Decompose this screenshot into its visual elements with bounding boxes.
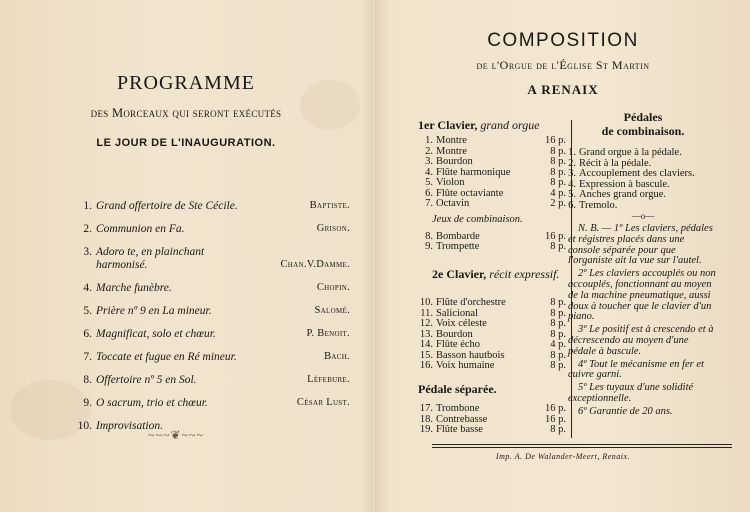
stop-number: 1. (425, 135, 433, 146)
stop-name: Basson hautbois (436, 349, 505, 361)
stop-number: 9. (425, 241, 433, 252)
separator: —o— (631, 211, 655, 221)
item-title: Magnificat, solo et chœur. (96, 328, 216, 340)
item-number: 6. (83, 328, 92, 340)
pedale-heading: Pédale séparée. (418, 382, 497, 396)
item-number: 8. (83, 374, 92, 386)
stop-row (418, 199, 566, 210)
bottom-rule (432, 447, 732, 448)
item-composer: Salomé. (314, 305, 350, 316)
stop-pitch: 8 p. (550, 166, 566, 178)
combinaison-number: 6. (568, 199, 576, 211)
nb-paragraph: 5º Les tuyaux d'une solidité exceptionnelle. (568, 382, 694, 404)
pedale-section (418, 382, 566, 436)
item-composer: César Lust. (296, 397, 350, 408)
pedales-combinaison-section (568, 110, 718, 221)
clavier-2-heading (418, 268, 566, 298)
combinaison-name: Expression à bascule. (579, 178, 670, 190)
item-title: Marche funèbre. (96, 282, 172, 294)
stop-name: Trombone (436, 403, 480, 414)
stop-number: 3. (425, 156, 433, 167)
stop-pitch: 16 p. (545, 135, 566, 146)
item-title: Offertoire nº 5 en Sol. (96, 374, 197, 386)
stop-name: Montre (436, 145, 467, 157)
stop-pitch: 16 p. (545, 403, 566, 414)
stop-pitch: 2 p. (550, 198, 566, 209)
stop-pitch: 8 p. (550, 145, 566, 157)
list-item (70, 420, 350, 443)
stop-row (418, 157, 566, 168)
item-number: 5. (83, 305, 92, 317)
item-title: Grand offertoire de Ste Cécile. (96, 200, 238, 212)
item-number: 1. (83, 200, 92, 212)
list-item (70, 328, 350, 351)
stop-pitch: 8 p. (550, 328, 566, 340)
stop-name: Flûte harmonique (436, 166, 511, 178)
combinaison-number: 3. (568, 168, 576, 179)
combinaison-name: Récit à la pédale. (579, 157, 652, 169)
stop-row (418, 242, 566, 253)
list-item (70, 397, 350, 420)
stop-name: Flûte écho (436, 339, 481, 350)
item-composer: Grison. (316, 223, 350, 234)
nb-paragraph: 2º Les claviers accouplés ou non accouplés, fonctionnant au moyen de la machine pneumatique, aussi doux à toucher que le clavier d'un piano. (568, 268, 716, 323)
combinaison-number: 5. (568, 189, 576, 200)
stop-name: Bourdon (436, 328, 473, 340)
stop-pitch: 4 p. (550, 187, 566, 199)
stop-pitch: 8 p. (550, 177, 566, 188)
nb-paragraph: 6º Garantie de 20 ans. (578, 405, 673, 417)
stop-number: 18. (419, 413, 433, 425)
stop-pitch: 4 p. (550, 339, 566, 350)
stop-pitch: 16 p. (545, 413, 566, 425)
stop-name: Voix humaine (436, 360, 495, 371)
combinaison-row (568, 201, 718, 212)
stop-number: 17. (419, 403, 433, 414)
list-item (70, 374, 350, 397)
item-title: Communion en Fa. (96, 223, 185, 235)
list-item (70, 282, 350, 305)
stop-name: Bombarde (436, 230, 480, 242)
item-composer: P. Benoit. (306, 328, 350, 339)
nb-paragraph: N. B. — 1º Les claviers, pédales et régistres placés dans une console séparée pour que l'organiste ait la vue sur l'autel. (568, 223, 713, 267)
stop-name: Octavin (436, 198, 470, 209)
combinaison-row (568, 190, 718, 201)
programme-list (70, 200, 350, 443)
item-title: Adoro te, en plainchant harmonisé. (96, 246, 205, 271)
stop-number: 15. (419, 349, 433, 361)
clavier-1-heading (418, 118, 566, 136)
stop-row (418, 136, 566, 147)
stop-name: Flûte basse (436, 424, 483, 435)
stop-pitch: 8 p. (550, 318, 566, 329)
stop-name: Montre (436, 135, 467, 146)
bottom-rule (432, 444, 732, 445)
stop-row (418, 361, 566, 372)
stop-number: 12. (419, 318, 433, 329)
combinaison-name: Anches grand orgue. (579, 189, 666, 200)
combinaison-name: Tremolo. (579, 199, 618, 211)
stop-name: Salicional (436, 307, 478, 319)
stop-number: 19. (419, 424, 433, 435)
stop-pitch: 16 p. (545, 230, 566, 242)
stop-name: Trompette (436, 241, 480, 252)
item-composer: Léfebure. (307, 374, 350, 385)
stop-row (418, 340, 566, 351)
stop-number: 16. (419, 360, 433, 371)
stop-pitch: 8 p. (550, 307, 566, 319)
stop-pitch: 8 p. (550, 360, 566, 371)
item-composer: Chopin. (316, 282, 350, 293)
stop-number: 4. (425, 166, 433, 178)
stop-name: Voix céleste (436, 318, 487, 329)
stop-pitch: 8 p. (550, 241, 566, 252)
combinaison-number: 2. (568, 157, 576, 169)
stop-row (418, 298, 566, 309)
nb-paragraph: 4º Tout le mécanisme en fer et cuivre garni. (568, 358, 704, 381)
item-composer: Baptiste. (309, 200, 350, 211)
item-number: 9. (83, 397, 92, 409)
composition-location: A RENAIX (527, 82, 599, 97)
stop-number: 13. (419, 328, 433, 340)
item-title: Toccate et fugue en Ré mineur. (96, 351, 237, 363)
stop-number: 10. (419, 297, 433, 308)
list-item (70, 351, 350, 374)
stop-number: 14. (419, 339, 433, 350)
stop-pitch: 8 p. (550, 156, 566, 167)
stop-number: 11. (420, 307, 433, 319)
list-item (70, 246, 350, 282)
stop-name: Contrebasse (436, 413, 488, 425)
stop-name: Violon (436, 177, 465, 188)
pedales-heading-2: de combinaison. (601, 124, 685, 138)
nb-paragraph: 3º Le positif est à crescendo et à décrescendo au moyen d'une pédale à bascule. (568, 324, 714, 357)
stop-pitch: 8 p. (550, 297, 566, 308)
stop-row (418, 319, 566, 330)
programme-title: PROGRAMME (117, 72, 255, 94)
combinaison-name: Accouplement des claviers. (579, 168, 695, 179)
stop-name: Flûte octaviante (436, 187, 504, 199)
clavier-2-section (418, 268, 566, 372)
combinaison-row (568, 169, 718, 180)
stop-number: 8. (425, 230, 433, 242)
stop-number: 5. (425, 177, 433, 188)
list-item (70, 200, 350, 223)
combinaison-name: Grand orgue à la pédale. (579, 147, 682, 158)
item-number: 7. (83, 351, 92, 363)
stop-row (418, 404, 566, 415)
stop-number: 6. (425, 187, 433, 199)
combinaison-number: 1. (568, 147, 576, 158)
clavier-1-label: 1er Clavier, (418, 118, 478, 132)
list-item (70, 305, 350, 328)
item-number: 2. (83, 223, 92, 235)
item-title: Improvisation. (96, 420, 163, 432)
stop-name: Bourdon (436, 156, 473, 167)
programme-subtitle-inauguration: LE JOUR DE L'INAUGURATION. (96, 137, 276, 149)
item-number: 4. (83, 282, 92, 294)
jeux-heading: Jeux de combinaison. (432, 213, 523, 225)
nota-bene (568, 224, 718, 420)
printer-imprint: Imp. A. De Walander-Meert, Renaix. (495, 452, 631, 461)
item-number: 10. (77, 420, 92, 432)
clavier-1-section (418, 118, 566, 253)
composition-subtitle: de l'Orgue de l'Église St Martin (476, 58, 650, 72)
programme-subtitle: des Morceaux qui seront exécutés (90, 106, 282, 120)
item-composer: Chan.V.Damme. (280, 259, 350, 270)
decorative-ornament: ~~~❦~~~ (148, 428, 205, 442)
item-title: Prière nº 9 en La mineur. (96, 305, 212, 317)
stop-row (418, 178, 566, 189)
item-composer: Bach. (324, 351, 350, 362)
stop-pitch: 8 p. (550, 349, 566, 361)
page-fold (372, 0, 376, 512)
list-item (70, 223, 350, 246)
clavier-2-type: récit expressif. (489, 267, 560, 281)
pedales-heading-1: Pédales (623, 110, 663, 124)
clavier-2-label: 2e Clavier, (432, 267, 487, 281)
combinaison-number: 4. (568, 178, 576, 190)
item-number: 3. (83, 246, 92, 258)
composition-title: COMPOSITION (487, 30, 639, 51)
stop-row (418, 425, 566, 436)
combinaison-row (568, 148, 718, 159)
stop-number: 2. (425, 145, 433, 157)
clavier-1-type: grand orgue (480, 118, 540, 132)
stop-name: Flûte d'orchestre (436, 297, 506, 308)
item-title: O sacrum, trio et chœur. (96, 397, 208, 409)
stop-number: 7. (425, 198, 433, 209)
stop-pitch: 8 p. (550, 424, 566, 435)
